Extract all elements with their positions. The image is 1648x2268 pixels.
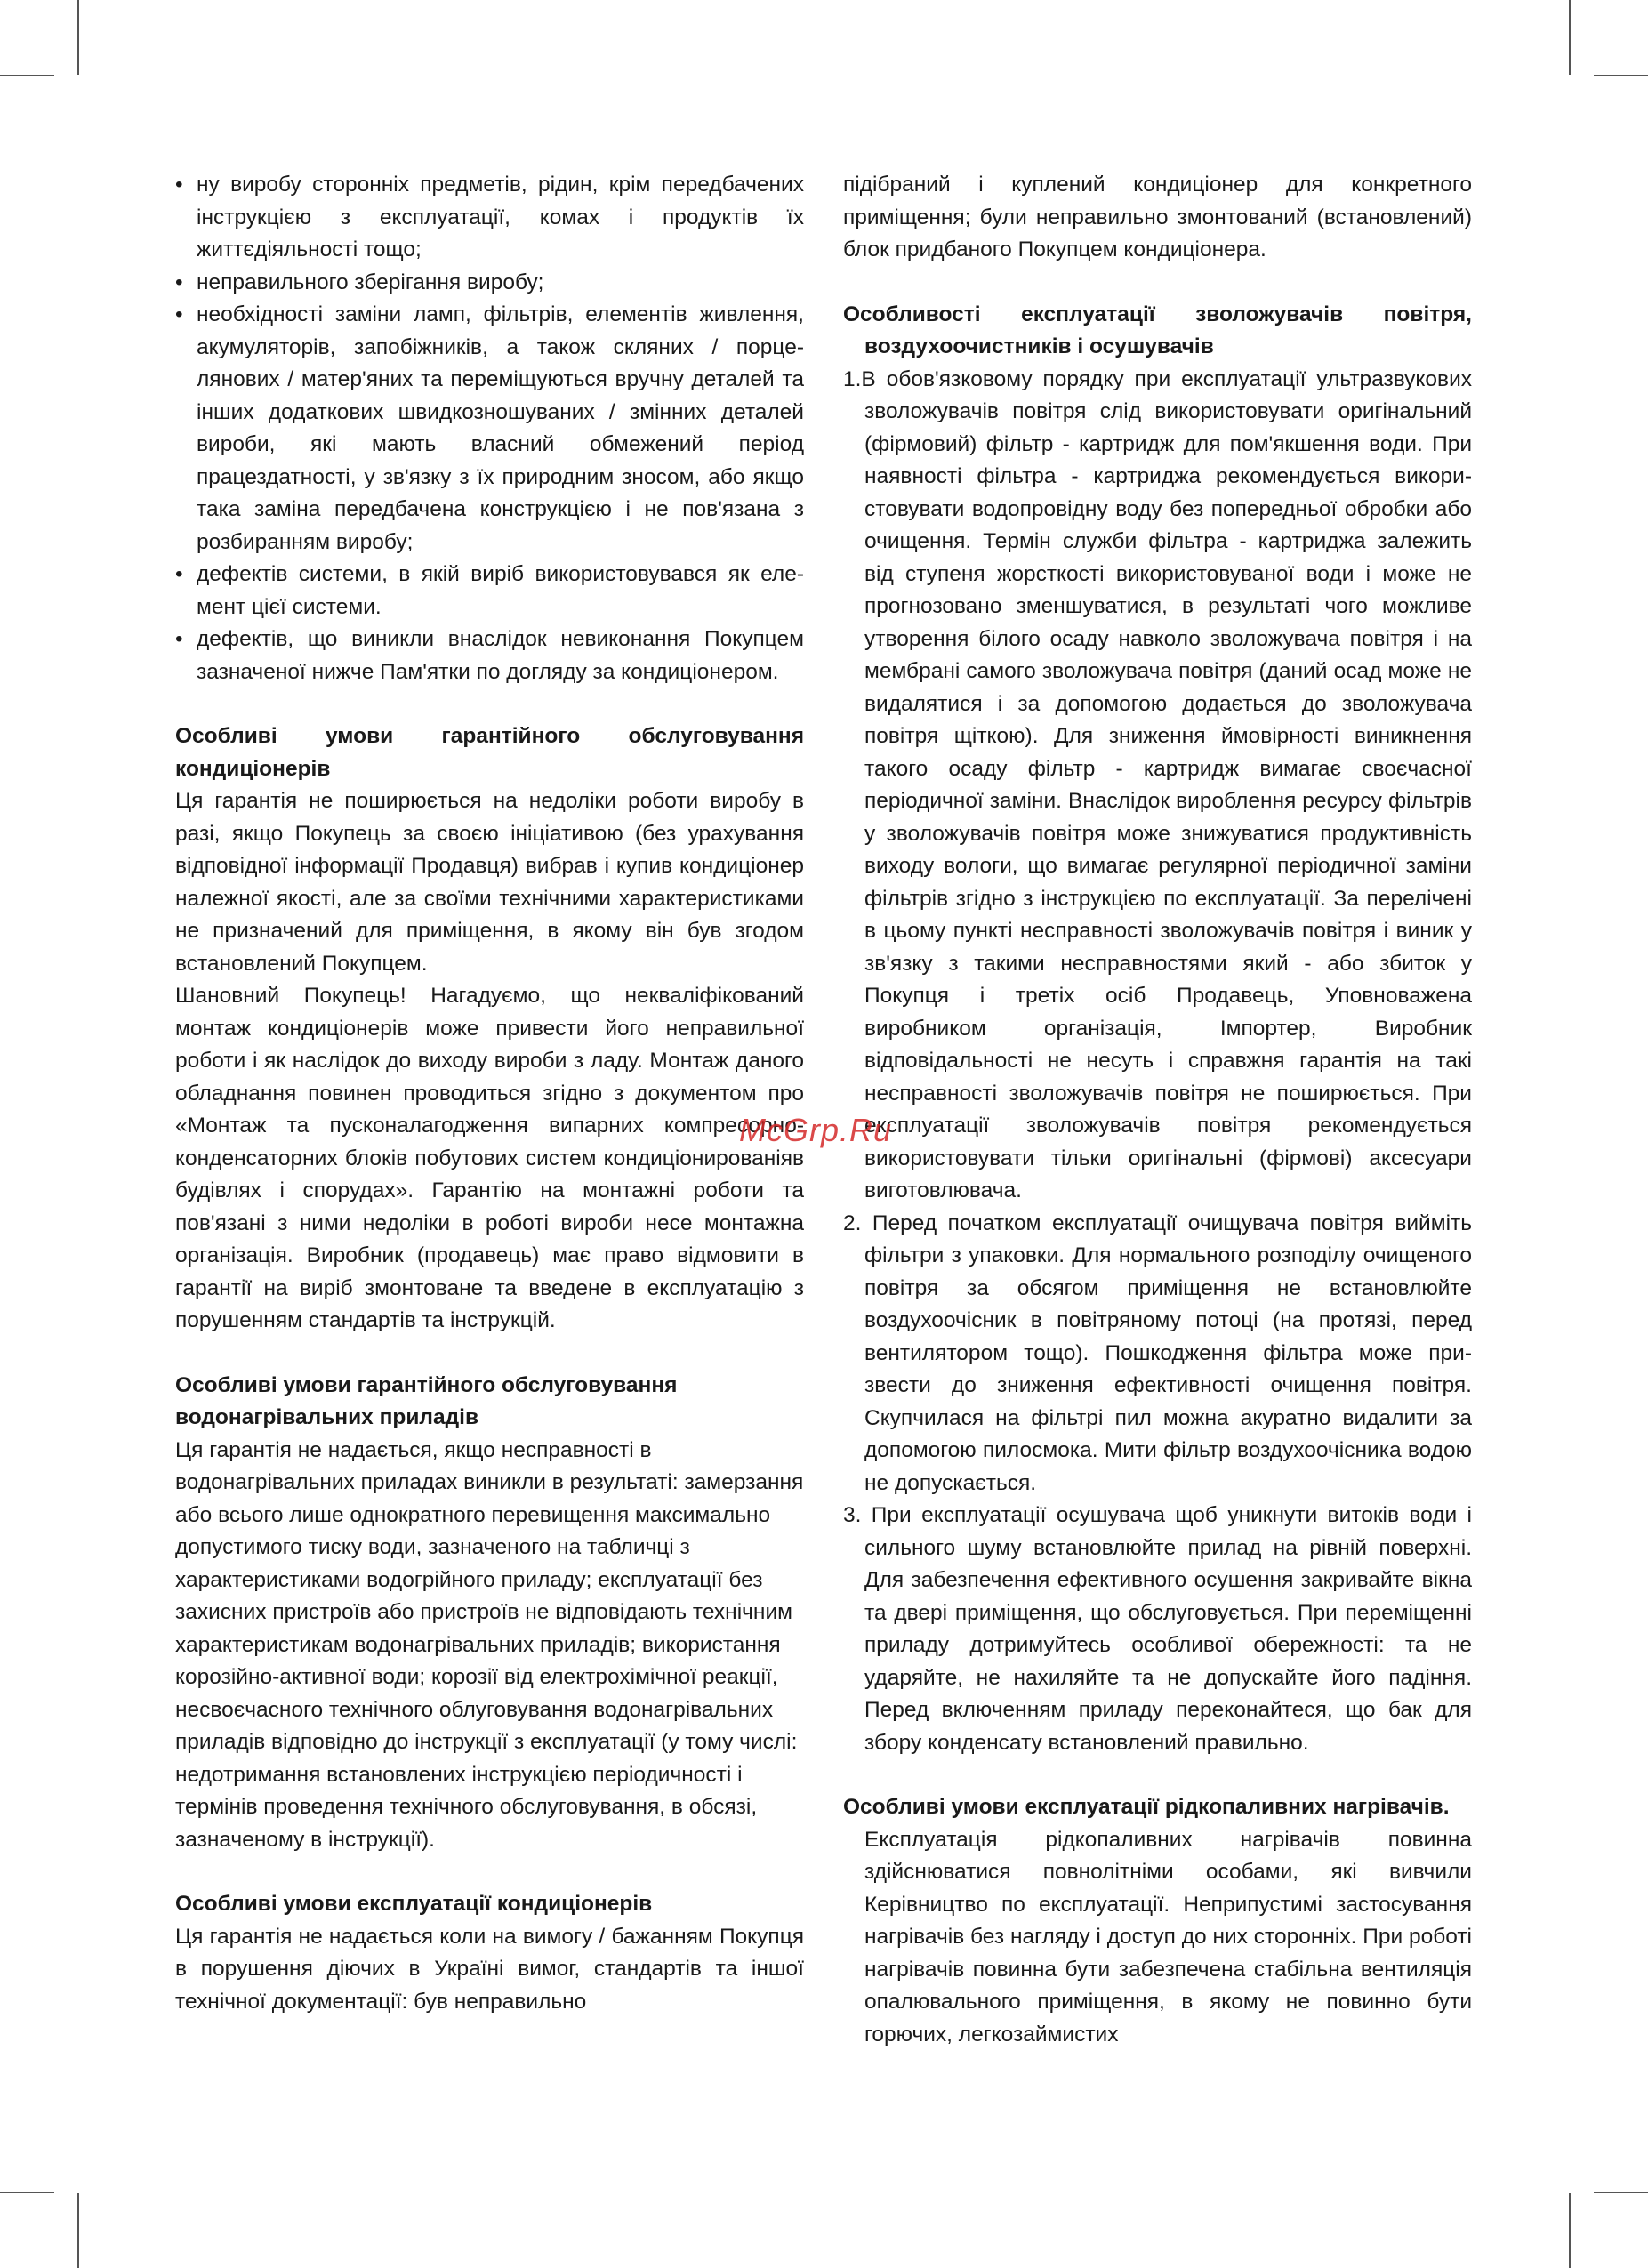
- paragraph: Ця гарантія не надається коли на вимогу / бажанням Покупця в порушення діючих в Україні вимог, стандартів та іншої технічної документації: був неправильно: [175, 1924, 804, 2014]
- left-column: [175, 169, 804, 2018]
- crop-mark: [1569, 2193, 1571, 2268]
- section-heading-ac-usage: Особливі умови експлуатації кондиціонерів: [175, 1892, 653, 1916]
- crop-mark: [77, 2193, 79, 2268]
- paragraph: Ця гарантія не поширюється на недоліки роботи виробу в разі, якщо Покупець за своєю ініціативою (без урахування відповідної інформації Продавця) вибрав і купив кондиціонер належної якості, але за своїми технічними характеристиками не призначений для приміщення, в якому він був згодом встановлений Покупцем.: [175, 789, 804, 976]
- list-item: 3. При експлуатації осушувача щоб уникнути витоків води і сильного шуму встановлюйте прилад на рівній поверхні. Для забезпечення ефективного осушення закривайте вікна та двері приміщення, що обслуговується. При переміщенні приладу дотримуйтесь особливої обережності: та не ударяйте, не нахиляйте та не допускайте його падіння. Перед включенням приладу переконайтеся, що бак для збору конденсату встановлений правильно.: [843, 1503, 1472, 1755]
- crop-mark: [77, 0, 79, 75]
- section-heading-liquid-fuel-heaters: Особливі умови експлуатації рідкопаливних нагрівачів.: [843, 1795, 1450, 1819]
- list-item: • дефектів, що виникли внаслідок невиконання Покупцем зазначеної нижче Пам'ятки по догляду за кондиціонером.: [175, 623, 804, 688]
- list-item: • необхідності заміни ламп, фільтрів, елементів живлення, акумуляторів, запобіжників, а також скляних / порцелянових / матер'яних та переміщуються вручну деталей та інших додаткових швидкозношуваних / змінних деталей вироби, які мають власний обмежений період працездатності, у зв'язку з їх природним зносом, або якщо така заміна передбачена конструкцією і не пов'язана з розбиранням виробу;: [175, 299, 804, 559]
- crop-mark: [1594, 2192, 1648, 2193]
- watermark: McGrp.Ru: [739, 1112, 893, 1148]
- numbered-list: [843, 364, 1472, 1760]
- section-heading-water-heaters: Особливі умови гарантійного обслуговування водонагрівальних приладів: [175, 1372, 678, 1429]
- bullet-list: [175, 169, 804, 688]
- list-item: 2. Перед початком експлуатації очищувача повітря вийміть фільтри з упаковки. Для нормального розподілу очищеного повітря за обсягом приміщення не встановлюйте воздухоочісник в повітряному потоці (на протязі, перед вентилятором тощо). Пошкодження фільтра може призвести до зниження ефективності очищення повітря. Скупчилася на фільтрі пил можна акуратно видалити за допомогою пилосмока. Мити фільтр воздухоочісника водою не допускається.: [843, 1210, 1472, 1495]
- crop-mark: [0, 2192, 54, 2193]
- paragraph: Ця гарантія не надається, якщо несправності в водонагрівальних приладах виникли в результаті: замерзання або всього лише однократного перевищення максимально допустимого тиску води, зазначеного на табличці з характеристиками водогрійного приладу; експлуатації без захисних пристроїв або пристроїв не відповідають технічним характеристикам водонагрівальних приладів; використання корозійно-активної води; корозії від електрохімічної реакції, несвоєчасного технічного облуговування водонагрівальних приладів відповідно до інструкції з експлуатації (у тому числі: недотримання встановлених інструкцією періодичності і термінів проведення технічного обслуговування, в обсязі, зазначеному в інструкції).: [175, 1437, 804, 1852]
- list-item: 1.В обов'язковому порядку при експлуатації ультразвукових зволожувачів повітря слід використовувати оригінальний (фірмовий) фільтр - картридж для пом'якшення води. При наявності фільтра - картриджа рекомендується використовувати водопровідну воду без попередньої обробки або очищення. Термін служби фільтра - картриджа залежить від ступеня жорсткості використовуваної води і може не прогнозовано зменшуватися, в результаті чого можливе утворення білого осаду навколо зволожувача повітря і на мембрані самого зволожувача повітря (даний осад може не видалятися і за допомогою додається до зволожувача повітря щіткою). Для зниження ймовірності виникнення такого осаду фільтр - картридж вимагає своєчасної періодичної заміни. Внаслідок вироблення ресурсу фільтрів у зволожувачів повітря може знижуватися продуктивність виходу вологи, що вимагає регулярної періодичної заміни фільтрів згідно з інструкцією по експлуатації. За перелічені в цьому пункті несправності зволожувачів повітря і виник у зв'язку з такими несправностями який - або збиток у Покупця і третіх осіб Продавець, Уповноважена виробником організація, Імпортер, Виробник відповідальності не несуть і справжня гарантія на такі несправності зволожувачів повітря не поширюється. При експлуатації зволожувачів повітря рекомендується використовувати тільки оригінальні (фірмові) аксесуари виготовлювача.: [843, 366, 1472, 1202]
- list-item: • ну виробу сторонніх предметів, рідин, крім передбачених інструкцією з експлуатації, комах і продуктів їх життєдіяльності тощо;: [175, 169, 804, 267]
- section-heading-ac-warranty: Особливі умови гарантійного обслуговування кондиціонерів: [175, 724, 804, 781]
- crop-mark: [0, 75, 54, 76]
- right-column: [843, 169, 1472, 2051]
- crop-mark: [1594, 75, 1648, 76]
- paragraph: Експлуатація рідкопаливних нагрівачів повинна здійснюватися повнолітніми особами, які вивчили Керівництво по експлуатації. Неприпустимі застосування нагрівачів без нагляду і доступ до них сторонніх. При роботі нагрівачів повинна бути забезпечена стабільна вентиляція опалювального приміщення, в якому не повинно бути горючих, легкозаймистих: [864, 1827, 1472, 2047]
- list-item: • дефектів системи, в якій виріб використовувався як елемент цієї системи.: [175, 559, 804, 623]
- section-heading-humidifiers: Особливості експлуатації зволожувачів повітря, воздухоочистників і осушувачів: [843, 302, 1472, 358]
- paragraph: підібраний і куплений кондиціонер для конкретного приміщення; були неправильно змонтований (встановлений) блок придбаного Покупцем кондиціонера.: [843, 173, 1472, 261]
- crop-mark: [1569, 0, 1571, 75]
- paragraph: Шановний Покупець! Нагадуємо, що некваліфікований монтаж кондиціонерів може привести його неправильної роботи і як наслідок до виходу вироби з ладу. Монтаж даного обладнання повинен проводиться згідно з документом про «Монтаж та пусконалагодження випарних компресорно-конденсаторних блоків побутових систем кондиціонированіяв будівлях і спорудах». Гарантію на монтажні роботи та пов'язані з ними недоліки в роботі вироби несе монтажна організація. Виробник (продавець) має право відмовити в гарантії на виріб змонтоване та введене в експлуатацію з порушенням стандартів та інструкцій.: [175, 984, 804, 1332]
- list-item: • неправильного зберігання виробу;: [175, 267, 804, 300]
